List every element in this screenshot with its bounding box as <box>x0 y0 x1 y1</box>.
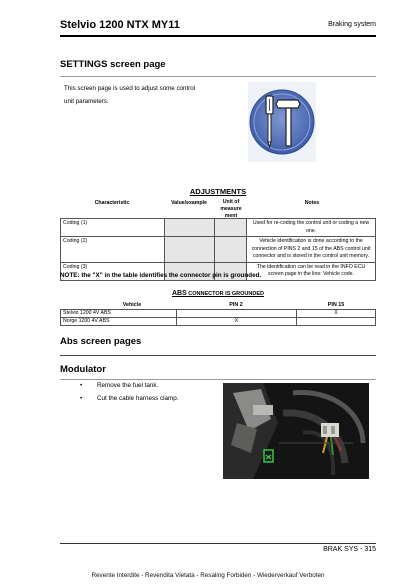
cell-notes: Used for re-coding the control unit or coding a new one. <box>247 219 376 237</box>
cell-characteristic: Coding (1) <box>61 219 165 237</box>
cell-pin2: X <box>177 318 297 326</box>
footer-rule <box>60 543 376 544</box>
settings-rule <box>60 76 376 77</box>
modulator-heading: Modulator <box>60 364 106 375</box>
table-row <box>61 310 376 318</box>
abs-connector-title-rest: CONNECTOR IS GROUNDED <box>186 291 264 297</box>
cell-value <box>165 219 215 237</box>
step-text: Cut the cable harness clamp. <box>97 395 179 402</box>
page-number: BRAK SYS - 315 <box>323 546 376 553</box>
col-notes: Notes <box>304 200 320 206</box>
settings-heading: SETTINGS screen page <box>60 59 166 70</box>
cell-unit <box>215 219 247 237</box>
abs-screen-pages-heading: Abs screen pages <box>60 336 142 347</box>
cell-notes: The identification can be read in the INFO ECU screen page in the line: Vehicle code. <box>247 262 376 280</box>
modulator-photo <box>223 383 369 479</box>
bullet: • <box>80 395 83 402</box>
col-pin2: PIN 2 <box>229 302 243 308</box>
section-name: Braking system <box>328 21 376 28</box>
abs-connector-title-abs: ABS <box>172 290 187 297</box>
cell-vehicle: Norge 1200 4V ABS <box>61 318 177 326</box>
screwdriver-hammer-icon <box>248 82 316 162</box>
col-unit <box>214 199 248 220</box>
cell-pin2 <box>177 310 297 318</box>
settings-intro <box>64 82 234 108</box>
list-item <box>60 381 220 394</box>
settings-intro-line-1: This screen page is used to adjust some control <box>64 85 196 92</box>
document-title: Stelvio 1200 NTX MY11 <box>60 19 180 31</box>
bullet: • <box>80 382 83 389</box>
cell-pin15: X <box>297 310 376 318</box>
col-value: Value/example <box>171 200 207 206</box>
cell-characteristic: Coding (2) <box>61 237 165 263</box>
resale-notice: Revente Interdite - Revendita Vietata - Resaling Forbiden - Wiederverkauf Verboten <box>91 572 325 579</box>
table-row <box>61 318 376 326</box>
grounded-note: NOTE: the "X" in the table identifies the connector pin is grounded. <box>60 272 262 279</box>
list-item <box>60 394 220 407</box>
cell-vehicle: Stelvio 1200 4V ABS <box>61 310 177 318</box>
col-pin15: PIN 15 <box>327 302 345 308</box>
col-unit-line-1: Unit of <box>222 199 240 205</box>
table-row <box>61 237 376 263</box>
col-vehicle: Vehicle <box>122 302 142 308</box>
adjustments-title: ADJUSTMENTS <box>189 187 247 196</box>
abs-connector-table <box>60 309 376 326</box>
cell-characteristic: Coding (3) <box>61 262 165 280</box>
modulator-steps <box>60 381 220 407</box>
header-rule <box>60 35 376 37</box>
cell-pin15 <box>297 318 376 326</box>
cell-unit <box>215 237 247 263</box>
col-unit-line-2: measure <box>220 206 242 212</box>
settings-intro-line-2: unit parameters. <box>64 98 109 105</box>
cell-notes: Vehicle identification is done according to the connection of PINS 2 and 15 of the ABS control unit connector and is stored in the control unit memory. <box>247 237 376 263</box>
modulator-rule <box>60 379 376 380</box>
abs-screen-pages-rule <box>60 355 376 356</box>
col-characteristic: Characteristic <box>94 200 130 206</box>
table-row <box>61 219 376 237</box>
abs-connector-title <box>60 290 376 297</box>
cell-value <box>165 237 215 263</box>
col-unit-line-3: ment <box>224 213 238 219</box>
step-text: Remove the fuel tank. <box>97 382 159 389</box>
